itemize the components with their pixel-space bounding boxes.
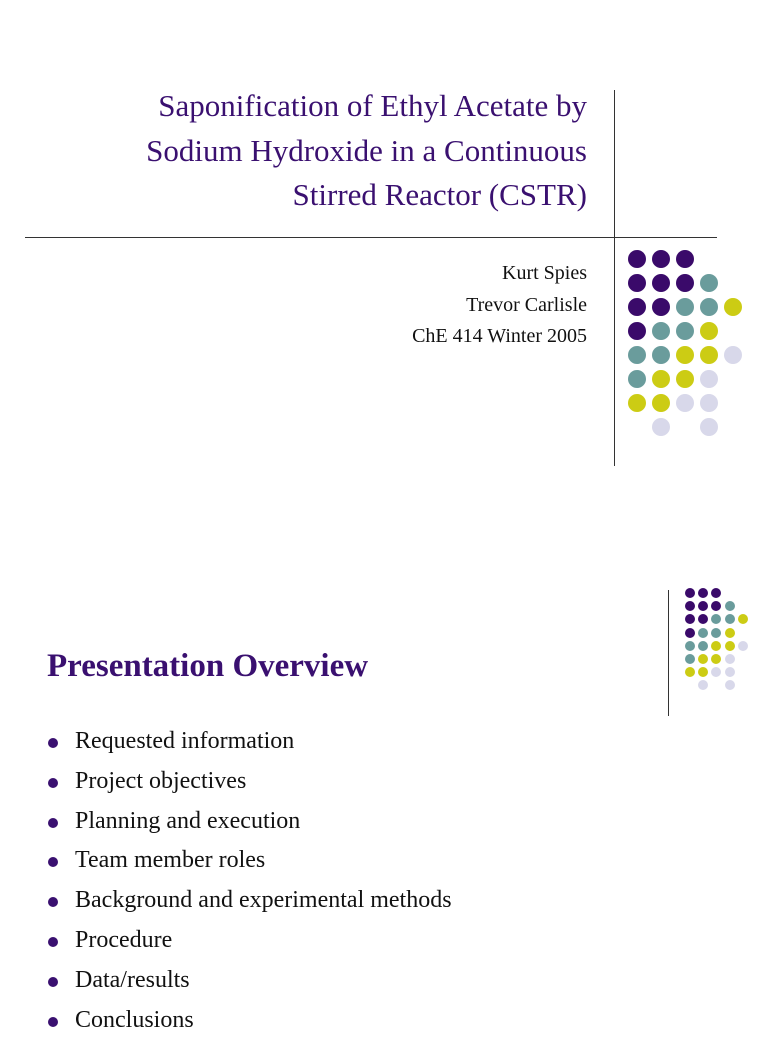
slide-title: Presentation Overview (47, 648, 369, 684)
dot (700, 298, 718, 316)
list-item (48, 802, 452, 842)
dot (676, 346, 694, 364)
authors (412, 258, 587, 353)
dot (685, 628, 695, 638)
bullet-icon (48, 778, 58, 788)
dot (725, 628, 735, 638)
dot (685, 654, 695, 664)
dot (700, 274, 718, 292)
dot (725, 601, 735, 611)
author-name: Kurt Spies (502, 262, 587, 284)
item-text: Project objectives (75, 767, 247, 794)
dot (676, 298, 694, 316)
dot (711, 641, 721, 651)
dot (725, 654, 735, 664)
author-name: Trevor Carlisle (466, 293, 587, 316)
bullet-icon (48, 857, 58, 867)
list-item (48, 921, 452, 961)
dot (676, 274, 694, 292)
vertical-divider (668, 590, 669, 716)
dot (698, 614, 708, 624)
dot (738, 614, 748, 624)
dot (698, 667, 708, 677)
dot (711, 588, 721, 598)
list-item (48, 841, 452, 881)
dot (628, 322, 646, 340)
dot (652, 370, 670, 388)
dot (700, 322, 718, 340)
title-line: Stirred Reactor (CSTR) (292, 177, 587, 212)
dot (698, 641, 708, 651)
dot (676, 250, 694, 268)
dot (711, 654, 721, 664)
dot (711, 614, 721, 624)
dot (700, 370, 718, 388)
dot (685, 601, 695, 611)
dot (724, 298, 742, 316)
horizontal-divider (25, 237, 717, 238)
dot (685, 614, 695, 624)
dot (628, 274, 646, 292)
dot (652, 250, 670, 268)
dot (698, 628, 708, 638)
dot (685, 588, 695, 598)
item-text: Requested information (75, 728, 295, 754)
bullet-icon (48, 937, 58, 947)
dot (652, 322, 670, 340)
dot (711, 667, 721, 677)
dot (698, 588, 708, 598)
dot (652, 394, 670, 412)
dot (725, 641, 735, 651)
dot (698, 654, 708, 664)
vertical-divider (614, 90, 615, 466)
dot (628, 370, 646, 388)
dot (725, 667, 735, 677)
dot (711, 601, 721, 611)
dot (628, 250, 646, 268)
item-text: Procedure (75, 926, 173, 953)
bullet-icon (48, 1017, 58, 1027)
dot (700, 346, 718, 364)
dot (652, 418, 670, 436)
dot (685, 667, 695, 677)
bullet-list (48, 722, 452, 1040)
list-item (48, 762, 452, 802)
dot (700, 394, 718, 412)
bullet-icon (48, 977, 58, 987)
dot (698, 601, 708, 611)
dot (676, 370, 694, 388)
dot (652, 346, 670, 364)
item-text: Planning and execution (75, 807, 301, 834)
dot (700, 418, 718, 436)
dot (738, 641, 748, 651)
dot (628, 394, 646, 412)
item-text: Conclusions (75, 1006, 194, 1033)
dot (676, 394, 694, 412)
item-text: Team member roles (75, 847, 266, 874)
dot (685, 641, 695, 651)
dot (628, 346, 646, 364)
list-item (48, 881, 452, 921)
dot (676, 322, 694, 340)
dot (711, 628, 721, 638)
bullet-icon (48, 897, 58, 907)
bullet-icon (48, 818, 58, 828)
title-line: Saponification of Ethyl Acetate by (158, 88, 587, 123)
item-text: Background and experimental methods (75, 887, 452, 914)
dot (652, 298, 670, 316)
dot (652, 274, 670, 292)
bullet-icon (48, 738, 58, 748)
list-item (48, 1001, 452, 1040)
list-item (48, 961, 452, 1001)
dot (725, 680, 735, 690)
list-item (48, 722, 452, 762)
dot (698, 680, 708, 690)
dot (725, 614, 735, 624)
item-text: Data/results (75, 966, 190, 993)
slide-title (27, 84, 587, 218)
dot (724, 346, 742, 364)
dot (628, 298, 646, 316)
title-line: Sodium Hydroxide in a Continuous (146, 132, 587, 168)
course-info: ChE 414 Winter 2005 (412, 325, 587, 347)
